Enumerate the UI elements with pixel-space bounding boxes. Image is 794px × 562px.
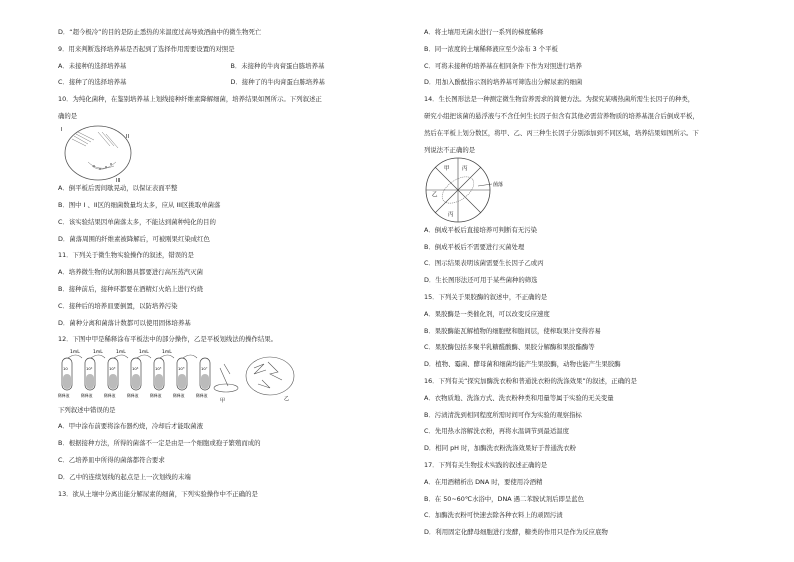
- q9-options-ab: [58, 62, 403, 70]
- volume-label-3: 1mL: [116, 349, 126, 355]
- figure-yi-label: 乙: [284, 395, 290, 402]
- q12-option-d: D．乙中的连续划线的起点是上一次划线的末端: [58, 472, 191, 481]
- petri-dish: [65, 126, 131, 180]
- q12-option-c: C．乙培养皿中所得的菌落都符合要求: [58, 455, 165, 464]
- q11-option-a: A．培养微生物的试剂和器具都要进行高压蒸汽灭菌: [58, 268, 203, 277]
- q11-stem: 11．下列关于微生物实验操作的叙述，错误的是: [58, 251, 194, 260]
- petri-dish-streak-figure: [58, 122, 178, 184]
- streak-plate: [246, 357, 294, 395]
- q16-option-b: B．污渍清洗到相同程度所需时间可作为实验的观察指标: [424, 410, 582, 419]
- q11-option-c: C．接种后的培养皿要倒置，以防培养污染: [58, 301, 178, 310]
- q14-option-b: B．倒成平板后不需要进行灭菌处理: [424, 242, 525, 251]
- volume-label-4: 1mL: [139, 349, 149, 355]
- q9-options-cd: [58, 78, 403, 86]
- q15-option-a: A．果胶酶是一类催化剂，可以改变反应速度: [424, 309, 550, 318]
- q14-stem-cont-3: 列说法不正确的是: [424, 145, 476, 154]
- region-label-2: II: [126, 134, 129, 141]
- q10-stem-cont: 确的是: [58, 111, 78, 120]
- tube-label-5: 10⁵: [155, 365, 162, 371]
- q13-option-c: C．可将未接种的培养基在相同条件下作为对照进行培养: [424, 61, 582, 70]
- q16-stem: 16．下列有关“探究加酶洗衣粉和普通洗衣粉的洗涤效果”的叙述，正确的是: [424, 376, 637, 385]
- q10-option-d: D．菌落周围的纤维素被降解后，可被刚果红染成红色: [58, 234, 210, 243]
- q9-option-b: B．未接种的牛肉膏蛋白胨培养基: [230, 61, 325, 70]
- q12-stem: 12．下图中甲是稀释涂布平板法中的部分操作，乙是平板划线法的操作结果。: [58, 335, 278, 344]
- dilution-label-4: 稀释液: [127, 392, 139, 398]
- region-label-3: III: [116, 178, 121, 185]
- q13-stem: 13．欲从土壤中分离出能分解尿素的细菌，下列实验操作中不正确的是: [58, 489, 258, 498]
- q10-stem: 10．为纯化菌种，在鉴别培养基上划线接种纤维素降解细菌，培养结果如图所示。下列叙述正: [58, 95, 322, 104]
- q15-stem: 15．下列关于果胶酶的叙述中，不正确的是: [424, 292, 548, 301]
- sector-lines: [426, 158, 490, 222]
- q10-figure: [58, 122, 403, 184]
- q14-option-a: A．倒成平板后直接培养可判断有无污染: [424, 225, 538, 234]
- q14-stem-cont-2: 然后在平板上划分数区，将甲、乙、丙三种生长因子分别添加到不同区域，培养结果如图所示。下: [424, 128, 699, 137]
- tube-label-4: 10⁴: [132, 365, 139, 371]
- right-column: [424, 28, 769, 545]
- sector-label-jia: 甲: [444, 165, 450, 172]
- q16-option-a: A．衣物质地、洗涤方式、洗衣粉种类和用量等属于实验的无关变量: [424, 393, 614, 402]
- colony-label: 菌落: [493, 181, 504, 188]
- dilution-label-3: 稀释液: [104, 392, 116, 398]
- q17-option-b: B．在 50~60℃水浴中，DNA 遇二苯胺试剂后即呈蓝色: [424, 494, 584, 503]
- dilution-and-streak-figure: [58, 346, 298, 406]
- q8-option-d: D．“超今极冷”的目的是防止悉热的米温度过高导致酒曲中的微生物死亡: [58, 28, 262, 36]
- sector-label-yi: 乙: [432, 191, 438, 198]
- q13-option-d: D．用加入酚酞指示剂的培养基可筛选出分解尿素的细菌: [424, 78, 583, 87]
- volume-label-2: 1mL: [93, 349, 103, 355]
- sector-label-bing-bottom: 丙: [448, 211, 454, 218]
- dilution-label-1: 稀释液: [58, 392, 70, 398]
- q12-question: 下列叙述中错误的是: [58, 405, 116, 414]
- q17-option-c: C．加酶洗衣粉可快速去除各种衣料上的顽固污渍: [424, 511, 563, 520]
- q9-option-c: C．接种了的选择培养基: [58, 78, 127, 87]
- q15-option-d: D．植物、霉菌、酵母菌和细菌均能产生果胶酶，动物也能产生果胶酶: [424, 360, 621, 369]
- region-label-1: I: [61, 127, 63, 134]
- transfer-arrows: [68, 355, 197, 358]
- q10-option-c: C．该实验结果因单菌落太多，不能达到菌种纯化的目的: [58, 217, 216, 226]
- spreader-plate: [214, 364, 238, 392]
- volume-label-1: 1mL: [70, 349, 80, 355]
- dilution-label-6: 稀释液: [173, 392, 185, 398]
- q12-option-a: A．甲中涂布前要将涂布器灼烧，冷却后才能取菌液: [58, 422, 203, 431]
- q9-stem: 9．用来判断选择培养基是否起到了选择作用需要设置的对照是: [58, 44, 235, 53]
- q14-stem: 14．生长图形法是一种测定微生物营养需求的简便方法。为探究某嗜热菌所需生长因子的种类，: [424, 95, 695, 104]
- q11-option-b: B．接种前后，接种环都要在酒精灯火焰上进行灼烧: [58, 284, 203, 293]
- tube-label-6: 10⁶: [178, 365, 185, 371]
- tube-label-7: 10⁷: [201, 365, 208, 371]
- q13-option-b: B．同一浓度的土壤稀释液应至少涂布 3 个平板: [424, 44, 558, 53]
- volume-label-5: 1mL: [162, 349, 172, 355]
- q10-option-a: A．倒平板后需间歇晃动，以保证表面平整: [58, 184, 178, 193]
- tube-label-3: 10³: [109, 365, 116, 371]
- q14-stem-cont-1: 研究小组把该菌的悬浮液与不含任何生长因子但含有其他必需营养物质的培养基混合后倒成平板，: [424, 111, 699, 120]
- q13-option-a: A．将土壤用无菌水进行一系列的梯度稀释: [424, 28, 544, 36]
- q14-option-c: C．图示结果表明该菌需要生长因子乙或丙: [424, 259, 544, 268]
- q17-option-a: A．在用酒精析出 DNA 时，要使用冷酒精: [424, 477, 543, 486]
- q12-figure: [58, 346, 403, 406]
- tube-label-1: 10: [63, 365, 68, 371]
- dilution-label-5: 稀释液: [150, 392, 162, 398]
- q9-option-a: A．未接种的选择培养基: [58, 61, 127, 70]
- q11-option-d: D．菌种分离和菌落计数都可以使用固体培养基: [58, 318, 191, 327]
- figure-jia-label: 甲: [220, 397, 226, 404]
- q10-option-b: B．图中 I 、II区的细菌数量均太多，应从 III区挑取单菌落: [58, 200, 221, 209]
- q17-stem: 17．下列有关生物技术实践的叙述正确的是: [424, 460, 548, 469]
- q17-option-d: D．利用固定化酵母细胞进行发酵，糖类的作用只是作为反应底物: [424, 528, 608, 537]
- q14-figure: [424, 156, 769, 226]
- left-column: [58, 28, 403, 506]
- q16-option-d: D．相同 pH 时，加酶洗衣粉洗涤效果好于普通洗衣粉: [424, 444, 577, 453]
- q15-option-b: B．果胶酶能瓦解植物的细胞壁和胞间层，使榨取果汁变得容易: [424, 326, 601, 335]
- dilution-label-7: 稀释液: [196, 392, 208, 398]
- growth-pattern-figure: [424, 156, 564, 226]
- q15-option-c: C．果胶酶包括多聚半乳糖醛酸酶、果胶分解酶和果胶酯酶等: [424, 343, 595, 352]
- q14-option-d: D．生长图形法还可用于某些菌种的筛选: [424, 276, 538, 285]
- q16-option-c: C．先用热水溶解洗衣粉，再将水温调节到最适温度: [424, 427, 570, 436]
- sector-label-bing-top: 丙: [462, 165, 468, 172]
- dilution-label-2: 稀释液: [81, 392, 93, 398]
- tube-label-2: 10²: [86, 365, 93, 371]
- q12-option-b: B．根据接种方法，所得的菌落不一定是由是一个细胞或孢子繁殖而成的: [58, 439, 261, 448]
- q9-option-d: D．接种了的牛肉膏蛋白胨培养基: [230, 78, 325, 87]
